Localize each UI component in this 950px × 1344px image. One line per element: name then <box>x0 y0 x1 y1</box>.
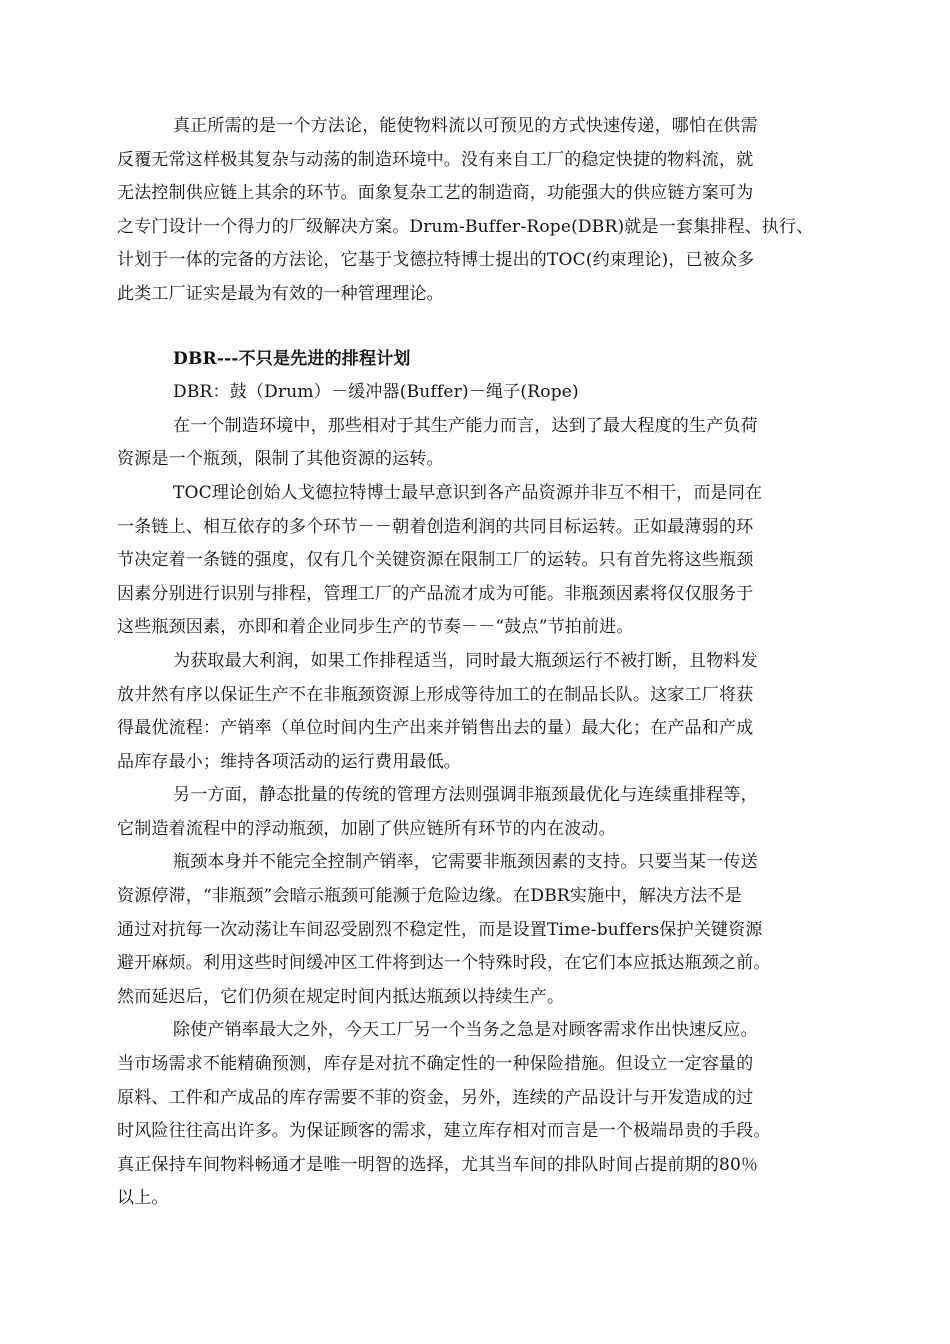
text-line: 时风险往往高出许多。为保证顾客的需求，建立库存相对而言是一个极端昂贵的手段。 <box>117 1121 771 1142</box>
intro-paragraph <box>117 110 829 312</box>
text-line: 除使产销率最大之外，今天工厂另一个当务之急是对顾客需求作出快速反应。 <box>173 1020 758 1041</box>
text-line: 避开麻烦。利用这些时间缓冲区工件将到达一个特殊时段，在它们本应抵达瓶颈之前。 <box>117 953 771 974</box>
text-line: 当市场需求不能精确预测，库存是对抗不确定性的一种保险措施。但设立一定容量的 <box>117 1054 754 1075</box>
text-line: TOC理论创始人戈德拉特博士最早意识到各产品资源并非互不相干，而是同在 <box>173 482 763 503</box>
text-line: 然而延迟后，它们仍须在规定时间内抵达瓶颈以持续生产。 <box>117 986 565 1007</box>
section-heading: DBR---不只是先进的排程计划 <box>173 348 411 369</box>
paragraph-traditional-methods <box>117 779 829 846</box>
text-line: 一条链上、相互依存的多个环节－－朝着创造利润的共同目标运转。正如最薄弱的环 <box>117 516 754 537</box>
paragraph-customer-demand <box>117 1014 829 1216</box>
text-line: 资源停滞，“非瓶颈”会暗示瓶颈可能濒于危险边缘。在DBR实施中，解决方法不是 <box>117 886 742 907</box>
paragraph-max-profit <box>117 645 829 779</box>
text-line: 此类工厂证实是最为有效的一种管理理论。 <box>117 283 444 304</box>
text-line: 另一方面，静态批量的传统的管理方法则强调非瓶颈最优化与连续重排程等， <box>173 785 758 806</box>
text-line: 它制造着流程中的浮动瓶颈，加剧了供应链所有环节的内在波动。 <box>117 818 616 839</box>
text-line: 真正所需的是一个方法论，能使物料流以可预见的方式快速传递，哪怕在供需 <box>173 116 758 136</box>
text-line: 原料、工件和产成品的库存需要不菲的资金，另外，连续的产品设计与开发造成的过 <box>117 1087 754 1108</box>
text-line: 通过对抗每一次动荡让车间忍受剧烈不稳定性，而是设置Time-buffers保护关键资源 <box>117 919 763 940</box>
paragraph-spacer <box>117 312 829 343</box>
text-line: 无法控制供应链上其余的环节。面象复杂工艺的制造商，功能强大的供应链方案可为 <box>117 183 754 204</box>
document-body <box>117 110 829 1216</box>
text-line: 为获取最大利润，如果工作排程适当，同时最大瓶颈运行不被打断，且物料发 <box>173 650 758 671</box>
text-line: 之专门设计一个得力的厂级解决方案。Drum-Buffer-Rope(DBR)就是一套集排程、执行、 <box>117 216 814 237</box>
text-line: 资源是一个瓶颈，限制了其他资源的运转。 <box>117 449 444 470</box>
paragraph-toc-theory <box>117 477 829 645</box>
text-line: 反覆无常这样极其复杂与动荡的制造环境中。没有来自工厂的稳定快捷的物料流，就 <box>117 149 754 170</box>
text-line: 因素分别进行识别与排程，管理工厂的产品流才成为可能。非瓶颈因素将仅仅服务于 <box>117 583 754 604</box>
text-line: 计划于一体的完备的方法论，它基于戈德拉特博士提出的TOC(约束理论)，已被众多 <box>117 250 755 271</box>
text-line: 瓶颈本身并不能完全控制产销率，它需要非瓶颈因素的支持。只要当某一传送 <box>173 852 758 873</box>
paragraph-bottleneck-definition <box>117 410 829 477</box>
text-line: 真正保持车间物料畅通才是唯一明智的选择，尤其当车间的排队时间占提前期的80％ <box>117 1154 759 1175</box>
text-line: 节决定着一条链的强度，仅有几个关键资源在限制工厂的运转。只有首先将这些瓶颈 <box>117 550 754 571</box>
paragraph-time-buffers <box>117 846 829 1014</box>
text-line: 在一个制造环境中，那些相对于其生产能力而言，达到了最大程度的生产负荷 <box>173 415 758 436</box>
text-line: 放井然有序以保证生产不在非瓶颈资源上形成等待加工的在制品长队。这家工厂将获 <box>117 684 754 705</box>
text-line: 品库存最小；维持各项活动的运行费用最低。 <box>117 751 461 772</box>
text-line: 这些瓶颈因素，亦即和着企业同步生产的节奏－－“鼓点”节拍前进。 <box>117 617 634 638</box>
text-line: 以上。 <box>117 1188 169 1209</box>
text-line: 得最优流程：产销率（单位时间内生产出来并销售出去的量）最大化；在产品和产成 <box>117 718 754 739</box>
definition-line: DBR：鼓（Drum）－缓冲器(Buffer)－绳子(Rope) <box>173 382 579 403</box>
